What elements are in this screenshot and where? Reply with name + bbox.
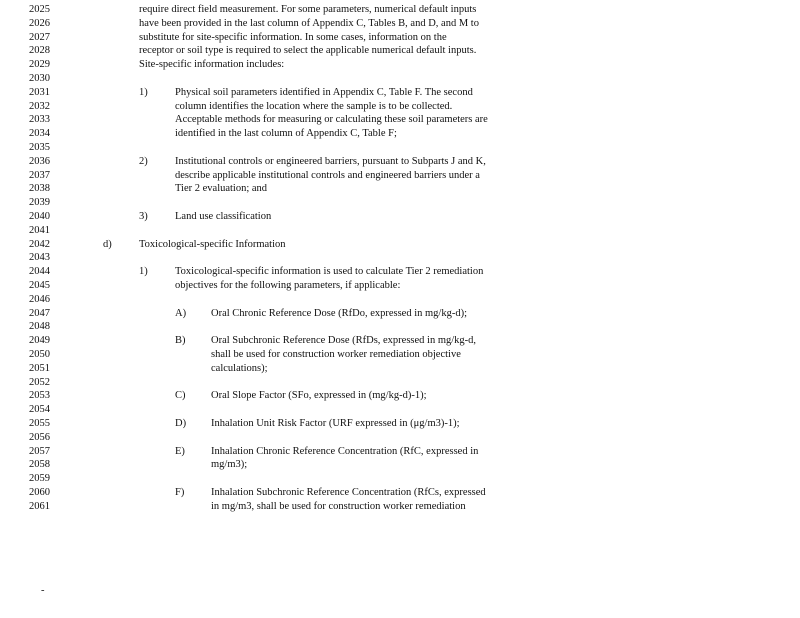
body-line: mg/m3); (211, 459, 248, 471)
line-number: 2043 (29, 252, 50, 264)
body-line: Inhalation Subchronic Reference Concentration (RfCs, expressed (211, 487, 486, 498)
line-number: 2058 (29, 459, 50, 471)
line-number: 2041 (29, 224, 50, 236)
line-number: 2028 (29, 45, 50, 57)
list-label: 1) (139, 86, 148, 98)
body-line: Land use classification (175, 211, 272, 222)
line-number: 2030 (29, 73, 50, 84)
body-line: calculations); (211, 362, 268, 374)
line-number: 2060 (29, 487, 50, 498)
section-label: d) (103, 238, 112, 250)
list-label: C) (175, 390, 186, 402)
body-line: objectives for the following parameters, if applicable: (175, 280, 401, 291)
line-number: 2037 (29, 169, 50, 181)
body-line: Toxicological-specific information is used to calculate Tier 2 remediation (175, 266, 484, 278)
body-line: Oral Slope Factor (SFo, expressed in (mg/kg-d)-1); (211, 390, 427, 402)
line-number: 2032 (29, 100, 50, 112)
list-label: D) (175, 418, 187, 429)
line-number: 2055 (29, 418, 50, 429)
body-line: Inhalation Unit Risk Factor (URF expressed in (μg/m3)-1); (211, 418, 460, 429)
list-label: A) (175, 307, 187, 319)
list-label: B) (175, 335, 186, 347)
line-number: 2053 (29, 390, 50, 402)
line-number: 2057 (29, 445, 50, 457)
line-number: 2038 (29, 183, 50, 195)
line-number: 2034 (29, 128, 50, 140)
line-number: 2025 (29, 4, 50, 15)
line-number: 2026 (29, 17, 50, 29)
body-line: substitute for site-specific information. In some cases, information on the (139, 31, 447, 43)
line-number: 2036 (29, 155, 50, 167)
line-number: 2061 (29, 500, 50, 512)
line-number: 2027 (29, 31, 50, 43)
line-number: 2035 (29, 142, 50, 153)
line-number: 2040 (29, 211, 50, 222)
line-number: 2042 (29, 238, 50, 250)
body-line: Institutional controls or engineered barriers, pursuant to Subparts J and K, (175, 155, 486, 167)
line-number: 2044 (29, 266, 50, 278)
body-line: Tier 2 evaluation; and (175, 183, 268, 195)
list-label: 3) (139, 211, 148, 222)
line-number: 2048 (29, 321, 50, 333)
list-label: E) (175, 445, 185, 457)
body-line: column identifies the location where the sample is to be collected. (175, 100, 453, 112)
line-number: 2029 (29, 59, 50, 71)
list-label: 1) (139, 266, 148, 278)
list-label: 2) (139, 155, 148, 167)
line-number: 2059 (29, 473, 50, 485)
line-number: 2049 (29, 335, 50, 347)
list-label: F) (175, 487, 185, 498)
body-line: Oral Subchronic Reference Dose (RfDs, expressed in mg/kg-d, (211, 335, 477, 347)
body-line: have been provided in the last column of Appendix C, Tables B, and D, and M to (139, 17, 479, 29)
line-number: 2033 (29, 114, 50, 126)
body-line: identified in the last column of Appendix C, Table F; (175, 128, 397, 140)
body-line: Inhalation Chronic Reference Concentration (RfC, expressed in (211, 445, 479, 457)
body-line: shall be used for construction worker remediation objective (211, 349, 461, 360)
line-number: 2052 (29, 376, 50, 388)
line-number: 2051 (29, 362, 50, 374)
body-line: Acceptable methods for measuring or calculating these soil parameters are (175, 114, 488, 126)
line-number: 2031 (29, 86, 50, 98)
line-number: 2056 (29, 431, 50, 443)
body-line: receptor or soil type is required to select the applicable numerical default inputs. (139, 45, 477, 57)
body-line: Physical soil parameters identified in Appendix C, Table F. The second (175, 86, 473, 98)
footer-mark: - (41, 585, 45, 596)
body-line: require direct field measurement. For some parameters, numerical default inputs (139, 4, 477, 15)
body-line: in mg/m3, shall be used for construction worker remediation (211, 500, 466, 512)
line-number: 2047 (29, 307, 50, 319)
line-number: 2039 (29, 197, 50, 209)
body-line: Site-specific information includes: (139, 59, 285, 71)
body-line: describe applicable institutional controls and engineered barriers under a (175, 169, 480, 181)
line-number: 2050 (29, 349, 50, 360)
section-heading: Toxicological-specific Information (139, 238, 286, 250)
body-line: Oral Chronic Reference Dose (RfDo, expressed in mg/kg-d); (211, 307, 468, 319)
line-number: 2046 (29, 293, 50, 305)
line-number: 2045 (29, 280, 50, 291)
line-number: 2054 (29, 404, 50, 416)
